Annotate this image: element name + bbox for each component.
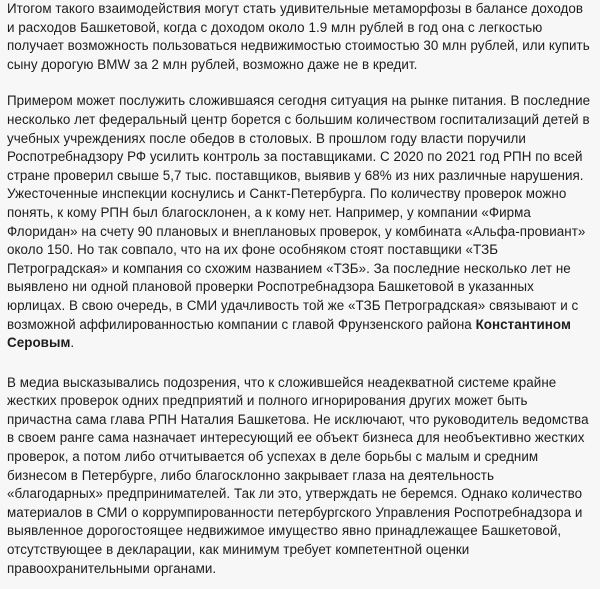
article-paragraph: Итогом такого взаимодействия могут стать удивительные метаморфозы в балансе доходов и расходов Башкетовой, когда с доходом около 1.9 млн рублей в год она с легкостью получает возможность пользоваться недвижимостью стоимостью 30 млн рублей, или купить сыну дорогую BMW за 2 млн рублей, возможно даже не в кредит. <box>7 1 590 72</box>
paragraph-tail: . <box>70 335 75 351</box>
article-paragraph <box>7 92 592 352</box>
person-name-bold: Константином Серовым <box>7 316 571 351</box>
article-paragraph: В медиа высказывались подозрения, что к сложившейся неадекватной системе крайне жестких проверок одних предприятий и полного игнорирования других может быть причастна сама глава РПН Наталия Башкетова. Не исключают, что руководитель ведомства в своем ранге сама назначает интересующий ее объект бизнеса для необъективно жестких проверок, а потом либо отчитывается об успехах в деле борьбы с малым и средним бизнесом в Петербурге, либо благосклонно закрывает глаза на деятельность «благодарных» предпринимателей. Так ли это, утверждать не беремся. Однако количество материалов в СМИ о коррумпированности петербургского Управления Роспотребнадзора и выявленное дорогостоящее недвижимое имущество явно принадлежащее Башкетовой, отсутствующее в декларации, как минимум требует компетентной оценки правоохранительными органами. <box>7 374 589 576</box>
paragraph-text: Примером может послужить сложившаяся сегодня ситуация на рынке питания. В последние несколько лет федеральный центр борется с большим количеством госпитализаций детей в учебных учреждениях после обедов в столовых. В прошлом году власти поручили Роспотребнадзору РФ усилить контроль за поставщиками. С 2020 по 2021 год РПН по всей стране проверил свыше 5,7 тыс. поставщиков, выявив у 68% из них различные нарушения. Ужесточенные инспекции коснулись и Санкт-Петербурга. По количеству проверок можно понять, к кому РПН был благосклонен, а к кому нет. Например, у компании «Фирма Флоридан» на счету 90 плановых и внеплановых проверок, у комбината «Альфа-провиант» около 150. Но так совпало, что на их фоне особняком стоят поставщики «ТЗБ Петроградская» и компания со схожим названием «ТЗБ». За последние несколько лет не выявлено ни одной плановой проверки Роспотребнадзора Башкетовой в указанных юрлицах. В свою очередь, в СМИ удачливость той же «ТЗБ Петроградская» связывают и с возможной аффилированностью компании с главой Фрунзенского района <box>7 93 591 332</box>
